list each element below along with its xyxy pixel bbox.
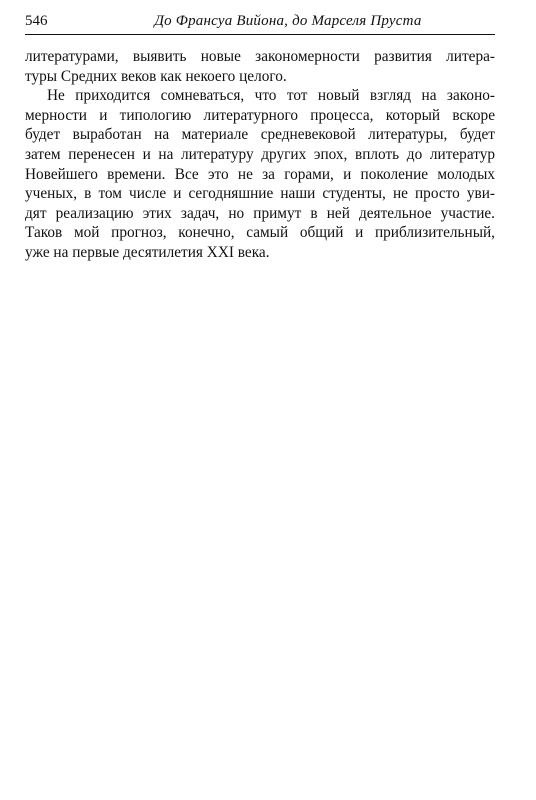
running-title: До Франсуа Вийона, до Марселя Пруста: [154, 13, 422, 29]
text-line: ученых, в том числе и сегодняшние наши студенты, не просто уви-: [25, 185, 495, 203]
page-number: 546: [25, 13, 48, 29]
text-line: туры Средних веков как некоего целого.: [25, 67, 287, 85]
text-line: затем перенесен и на литературу других эпох, вплоть до литератур: [25, 145, 495, 163]
body-text: [25, 47, 495, 263]
text-line: мерности и типологию литературного процесса, который вскоре: [25, 106, 495, 124]
text-line: Таков мой прогноз, конечно, самый общий и приблизительный,: [25, 224, 495, 242]
text-line: Не приходится сомневаться, что тот новый взгляд на законо-: [47, 87, 495, 105]
running-head: [25, 10, 495, 35]
text-line: дят реализацию этих задач, но примут в ней деятельное участие.: [25, 204, 495, 222]
book-page: [25, 10, 495, 263]
text-line: Новейшего времени. Все это не за горами, и поколение молодых: [25, 165, 495, 183]
text-line: литературами, выявить новые закономерности развития литера-: [25, 48, 495, 65]
text-line: уже на первые десятилетия XXI века.: [25, 243, 270, 261]
text-line: будет выработан на материале средневековой литературы, будет: [25, 126, 495, 144]
